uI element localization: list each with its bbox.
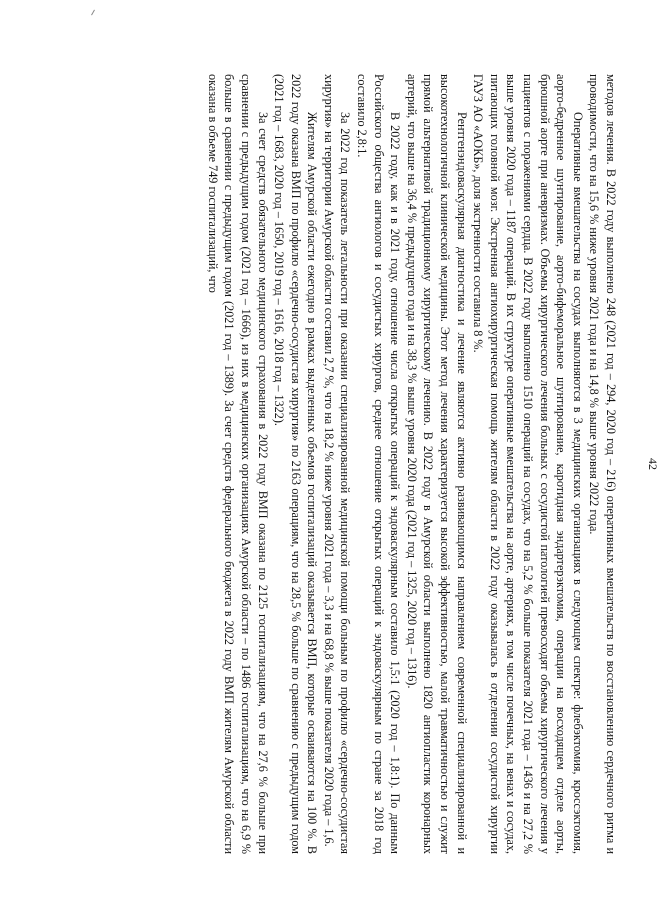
paragraph-6: Жителям Амурской области ежегодно в рамках выделенных объемов госпитализаций оказывается ВМП, которые осваиваются на 100 %. В 2022 году оказана ВМП по профилю «сердечно-сосудистая хирургия» по 2163 операциям, что на 28,5 % больше по сравнению с предыдущим годом (2021 год – 1683, 2020 год – 1650, 2019 год – 1616, 2018 год – 1322). [272, 74, 320, 854]
rotated-text-block [109, 74, 660, 854]
paragraph-5: За 2022 год показатель летальности при оказании специализированной медицинской помощи больным по профилю «сердечно-сосудистая хирургия» на территории Амурской области составил 2,7 %, что на 18,2 % ниже уровня 2021 года – 3,3 и на 68,8 % выше показателя 2020 года – 1,6. [321, 74, 353, 854]
paragraph-3: Рентгенэндоваскулярная диагностика и лечение являются активно развивающимся направлением современной специализированной и высокотехнологичной клинической медицины. Этот метод лечения характеризуется высокой эффективностью, малой травматичностью и служит прямой альтернативой традиционному хирургическому лечению. В 2022 году в Амурской области выполнено 1820 ангиопластик коронарных артерий, что выше на 36,4 % предыдущего года и на 38,3 % выше уровня 2020 года (2021 год – 1325, 2020 год – 1316). [404, 74, 469, 854]
paragraph-1: методов лечения. В 2022 году выполнено 248 (2021 год – 294, 2020 год – 216) оперативных вмешательств по восстановлению сердечного ритма и проводимости, что на 15,6 % ниже уровня 2021 года и на 14,8 % выше уровня 2022 года. [587, 74, 618, 854]
scan-artifact [91, 10, 95, 16]
paragraph-2: Оперативные вмешательства на сосудах выполняются в 3 медицинских организациях в следующем спектре: флебэктомия, кроссэктомия, аорто-бедренное шунтирование, аорто-бифеморальное шунтирование, каротидная эндартерэктомия, операции на восходящем отделе аорты, брюшной аорте при аневризмах. Объемы хирургического лечения больных с сосудистой патологией превосходят объемы хирургического лечения у пациентов с поражениями сердца. В 2022 году выполнено 1510 операций на сосудах, что на 5,2 % больше показателя 2021 года – 1436 и на 27,2 % выше уровня 2020 года – 1187 операций. В их структуре оперативные вмешательства на аорте, артериях, в том числе почечных, на венах и сосудах, питающих головной мозг. Экстренная ангиохирургическая помощь жителям области в 2022 году оказывалась в отделении сосудистой хирургии ГАУЗ АО «АОКБ», доля экстренности составила 8 %. [471, 74, 585, 854]
page-number: 42 [646, 458, 660, 470]
paragraph-4: В 2022 году, как и в 2021 году, отношение числа открытых операций к эндоваскулярным составило 1,5:1 (2020 год – 1,8:1). По данным Российского общества ангиологов и сосудистых хирургов, среднее отношение открытых операций к эндоваскулярным по стране за 2018 год составило 2,8:1. [355, 74, 403, 854]
paragraph-7: За счет средств обязательного медицинского страхования в 2022 году ВМП оказана по 2125 госпитализациям, что на 27,6 % больше при сравнении с предыдущим годом (2021 год – 1666), из них в медицинских организациях Амурской области – по 1486 госпитализациям, что на 6,9 % больше в сравнении с предыдущим годом (2021 год – 1389). За счет средств федерального бюджета в 2022 году ВМП жителям Амурской области оказана в объеме 749 госпитализаций, что [205, 74, 270, 854]
